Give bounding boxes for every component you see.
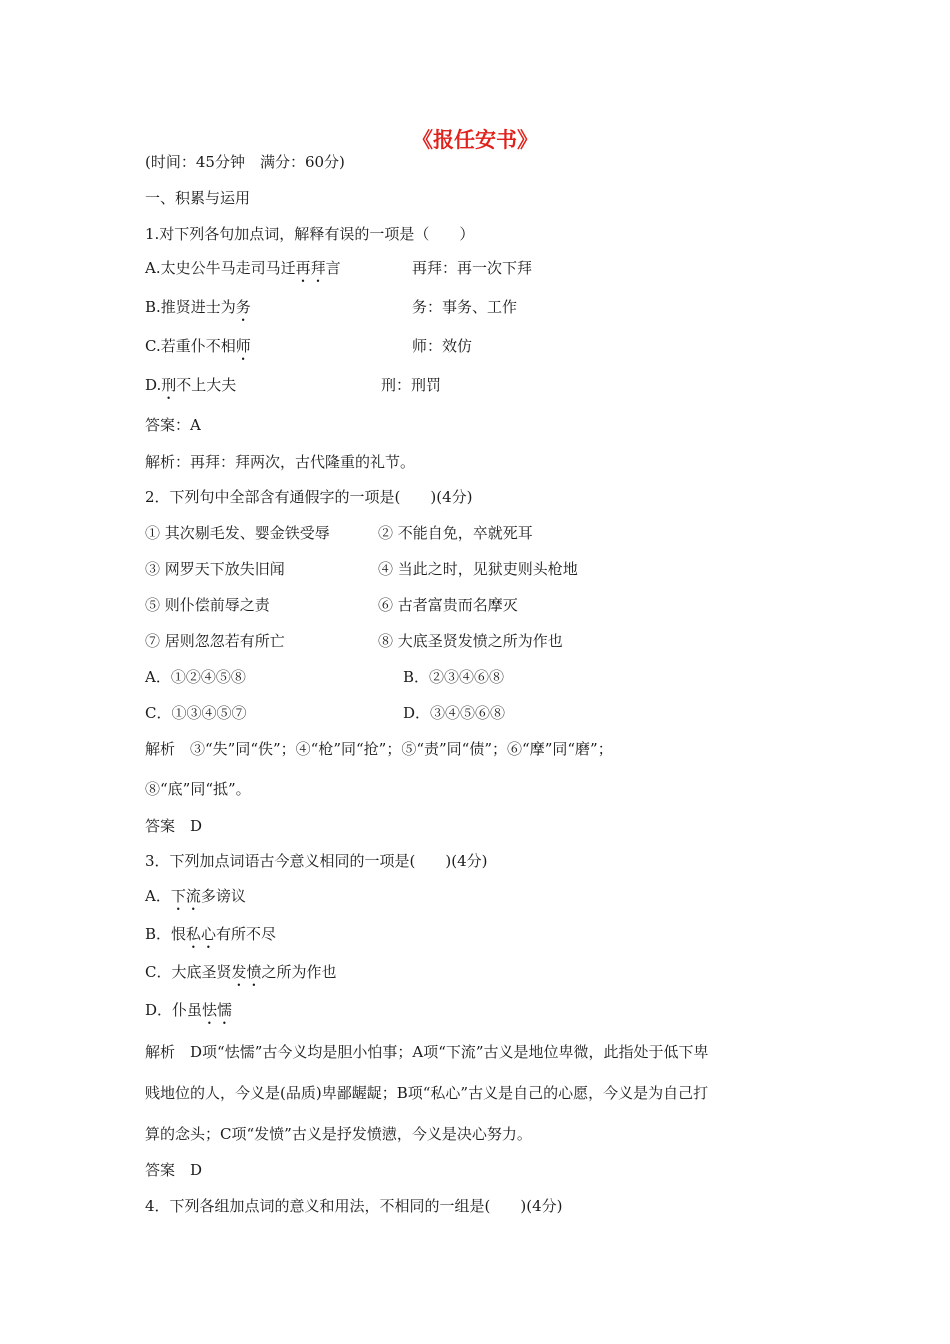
dotted-word: 怯懦 [202,1001,233,1019]
q2-item: ① 其次剔毛发、婴金铁受辱 [145,524,330,542]
dotted-word: 发愤 [231,963,262,981]
q3-analysis-cont: 贱地位的人，今义是(品质)卑鄙龌龊；B项“私心”古义是自己的心愿，今义是为自己打 [145,1084,709,1102]
q2-choice-b: B．②③④⑥⑧ [403,668,505,686]
section-heading: 一、积累与运用 [145,189,251,207]
q2-item: ② 不能自免，卒就死耳 [378,524,533,542]
dotted-word: 私心 [186,925,217,943]
q3-option-c: C．大底圣贤发愤之所为作也 [145,963,337,981]
q3-option-b: B．恨私心有所不尽 [145,925,277,943]
q1-option-b: B.推贤进士为务 [145,298,251,316]
q3-stem: 3．下列加点词语古今意义相同的一项是( )(4分) [145,852,488,870]
q3-analysis: 解析 D项“怯懦”古今义均是胆小怕事；A项“下流”古义是地位卑微，此指处于低下卑 [145,1043,709,1061]
q2-answer: 答案 D [145,817,203,835]
q1-stem: 1.对下列各句加点词，解释有误的一项是（ ） [145,225,475,243]
q1-option-c: C.若重仆不相师 [145,337,251,355]
q1-option-d: D.刑不上大夫 [145,376,237,394]
q2-analysis: 解析 ③“失”同“佚”；④“枪”同“抢”；⑤“责”同“债”；⑥“摩”同“磨”； [145,740,613,758]
q1-option-a-explanation: 再拜：再一次下拜 [412,259,533,277]
dotted-word: 再拜 [295,259,326,277]
q1-answer: 答案：A [145,416,201,434]
dotted-word: 师 [235,337,251,355]
q4-stem: 4．下列各组加点词的意义和用法，不相同的一组是( )(4分) [145,1197,563,1215]
q2-choice-d: D．③④⑤⑥⑧ [403,704,506,722]
q1-option-b-explanation: 务：事务、工作 [412,298,518,316]
q2-item: ⑥ 古者富贵而名摩灭 [378,596,518,614]
q2-analysis-cont: ⑧“底”同“抵”。 [145,780,251,798]
q2-choice-a: A．①②④⑤⑧ [145,668,246,686]
q2-item: ③ 网罗天下放失旧闻 [145,560,285,578]
q1-option-a: A.太史公牛马走司马迁再拜言 [145,259,341,277]
q1-option-c-explanation: 师：效仿 [412,337,473,355]
q3-answer: 答案 D [145,1161,203,1179]
q3-option-d: D．仆虽怯懦 [145,1001,233,1019]
exam-meta: (时间：45分钟 满分：60分) [145,153,345,171]
q2-item: ④ 当此之时，见狱吏则头枪地 [378,560,578,578]
q2-item: ⑤ 则仆偿前辱之责 [145,596,270,614]
document-title: 《报任安书》 [412,127,538,152]
q1-analysis: 解析：再拜：拜两次，古代隆重的礼节。 [145,453,416,471]
q3-option-a: A．下流多谤议 [145,887,246,905]
dotted-word: 刑 [161,376,177,394]
dotted-word: 下流 [170,887,201,905]
q2-item: ⑧ 大底圣贤发愤之所为作也 [378,632,563,650]
q2-item: ⑦ 居则忽忽若有所亡 [145,632,285,650]
q2-stem: 2．下列句中全部含有通假字的一项是( )(4分) [145,488,473,506]
q3-analysis-cont: 算的念头；C项“发愤”古义是抒发愤懑，今义是决心努力。 [145,1125,532,1143]
dotted-word: 务 [235,298,251,316]
q2-choice-c: C．①③④⑤⑦ [145,704,247,722]
q1-option-d-explanation: 刑：刑罚 [381,376,442,394]
